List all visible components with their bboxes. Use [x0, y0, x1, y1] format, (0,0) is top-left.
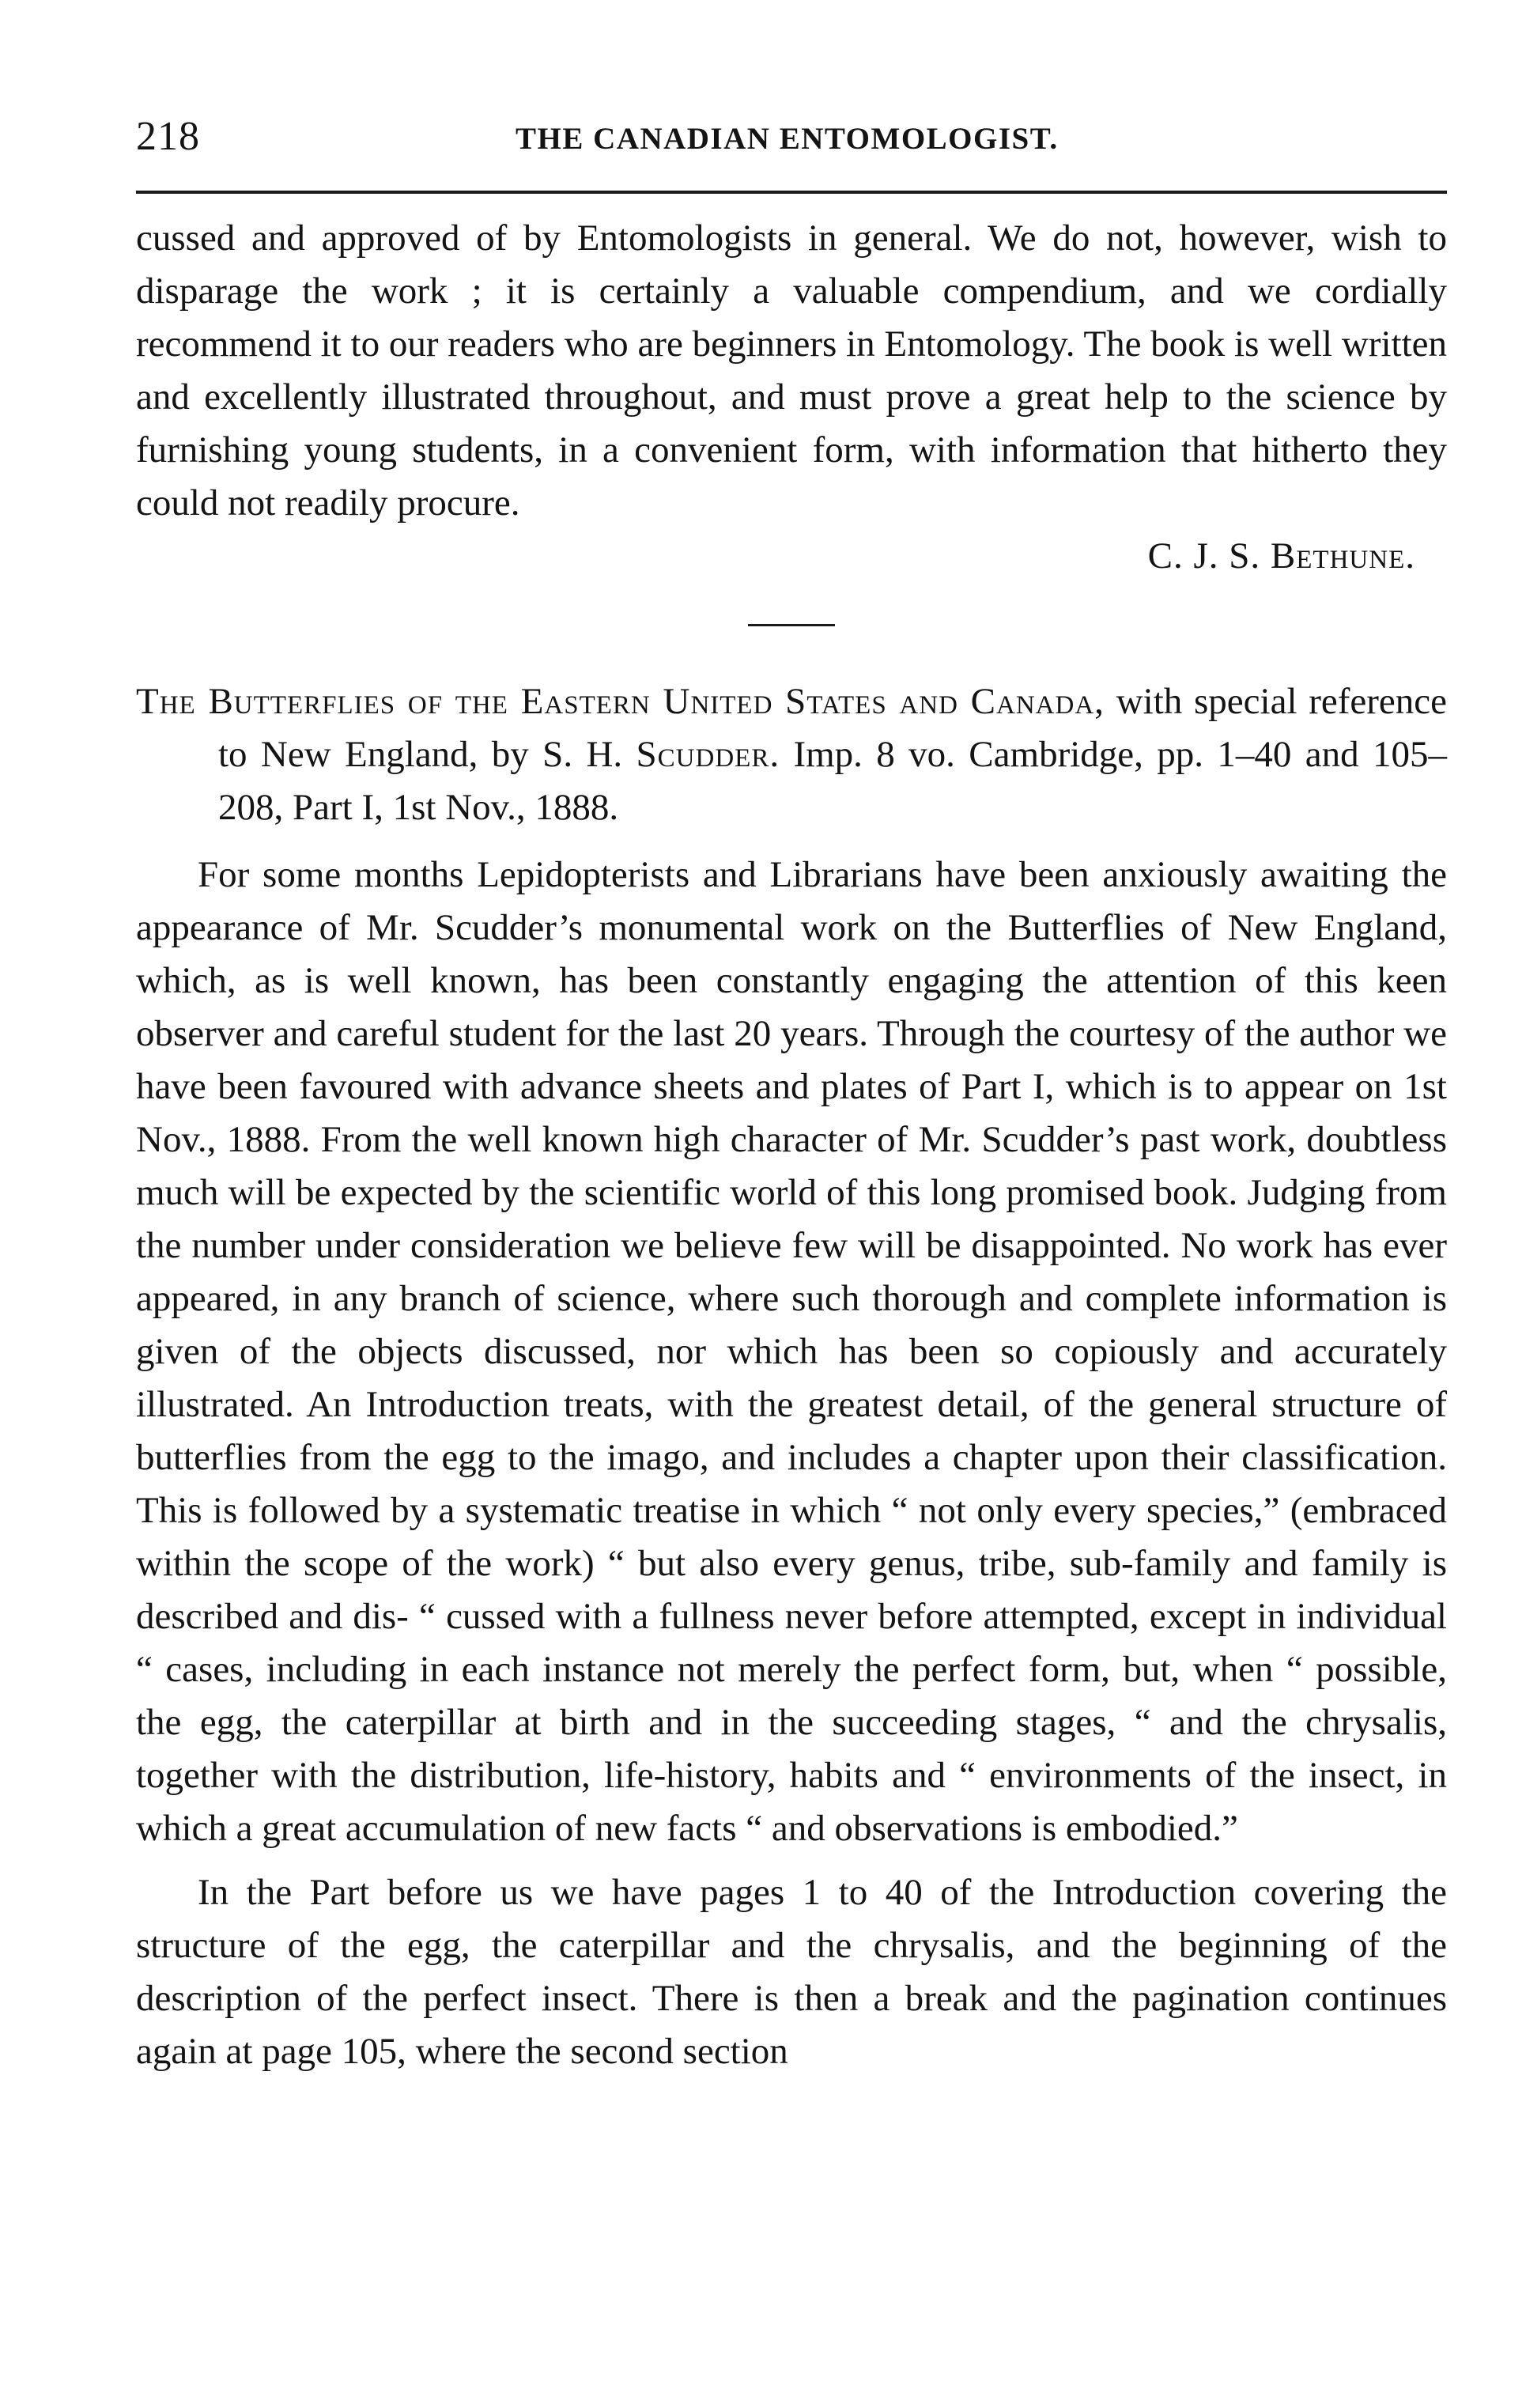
page-body [136, 212, 1447, 2078]
running-title: THE CANADIAN ENTOMOLOGIST. [516, 122, 1059, 156]
page-number: 218 [136, 114, 200, 159]
book-subtitle-post: Imp. 8 vo. Cambridge, pp. 1–40 and 105–208, Part I, 1st Nov., 1888. [218, 734, 1447, 828]
page-header [136, 109, 1447, 164]
section-divider [748, 624, 835, 626]
header-rule [136, 191, 1447, 194]
book-subtitle-pre: with special reference to New England, by S. H. [218, 681, 1448, 775]
book-author: Scudder. [636, 734, 780, 775]
signature-text: C. J. S. Bethune. [1147, 535, 1415, 576]
book-reference [136, 675, 1447, 834]
review1-paragraph: cussed and approved of by Entomologists in general. We do not, however, wish to disparage the work ; it is certainly a valuable compendium, and we cordially recommend it to our readers who are beginners in Entomology. The book is well written and excellently illustrated throughout, and must prove a great help to the science by furnishing young students, in a convenient form, with information that hitherto they could not readily procure. [136, 217, 1447, 524]
review1-signature [136, 530, 1447, 583]
book-title: The Butterflies of the Eastern United States and Canada, [136, 681, 1105, 722]
review2-paragraph-1: For some months Lepidopterists and Librarians have been anxiously awaiting the appearance of Mr. Scudder’s monumental work on the Butterflies of New England, which, as is well known, has been constantly engaging the attention of this keen observer and careful student for the last 20 years. Through the courtesy of the author we have been favoured with advance sheets and plates of Part I, which is to appear on 1st Nov., 1888. From the well known high character of Mr. Scudder’s past work, doubtless much will be expected by the scientific world of this long promised book. Judging from the number under consideration we believe few will be disappointed. No work has ever appeared, in any branch of science, where such thorough and complete information is given of the objects discussed, nor which has been so copiously and accurately illustrated. An Introduction treats, with the greatest detail, of the general structure of butterflies from the egg to the imago, and includes a chapter upon their classification. This is followed by a systematic treatise in which “ not only every species,” (embraced within the scope of the work) “ but also every genus, tribe, sub-family and family is described and dis- “ cussed with a fullness never before attempted, except in individual “ cases, including in each instance not merely the perfect form, but, when “ possible, the egg, the caterpillar at birth and in the succeeding stages, “ and the chrysalis, together with the distribution, life-history, habits and “ environments of the insect, in which a great accumulation of new facts “ and observations is embodied.” [136, 854, 1447, 1849]
review2-paragraph-2: In the Part before us we have pages 1 to 40 of the Introduction covering the structure of the egg, the caterpillar and the chrysalis, and the beginning of the description of the perfect insect. There is then a break and the pagination continues again at page 105, where the second section [136, 1872, 1447, 2072]
